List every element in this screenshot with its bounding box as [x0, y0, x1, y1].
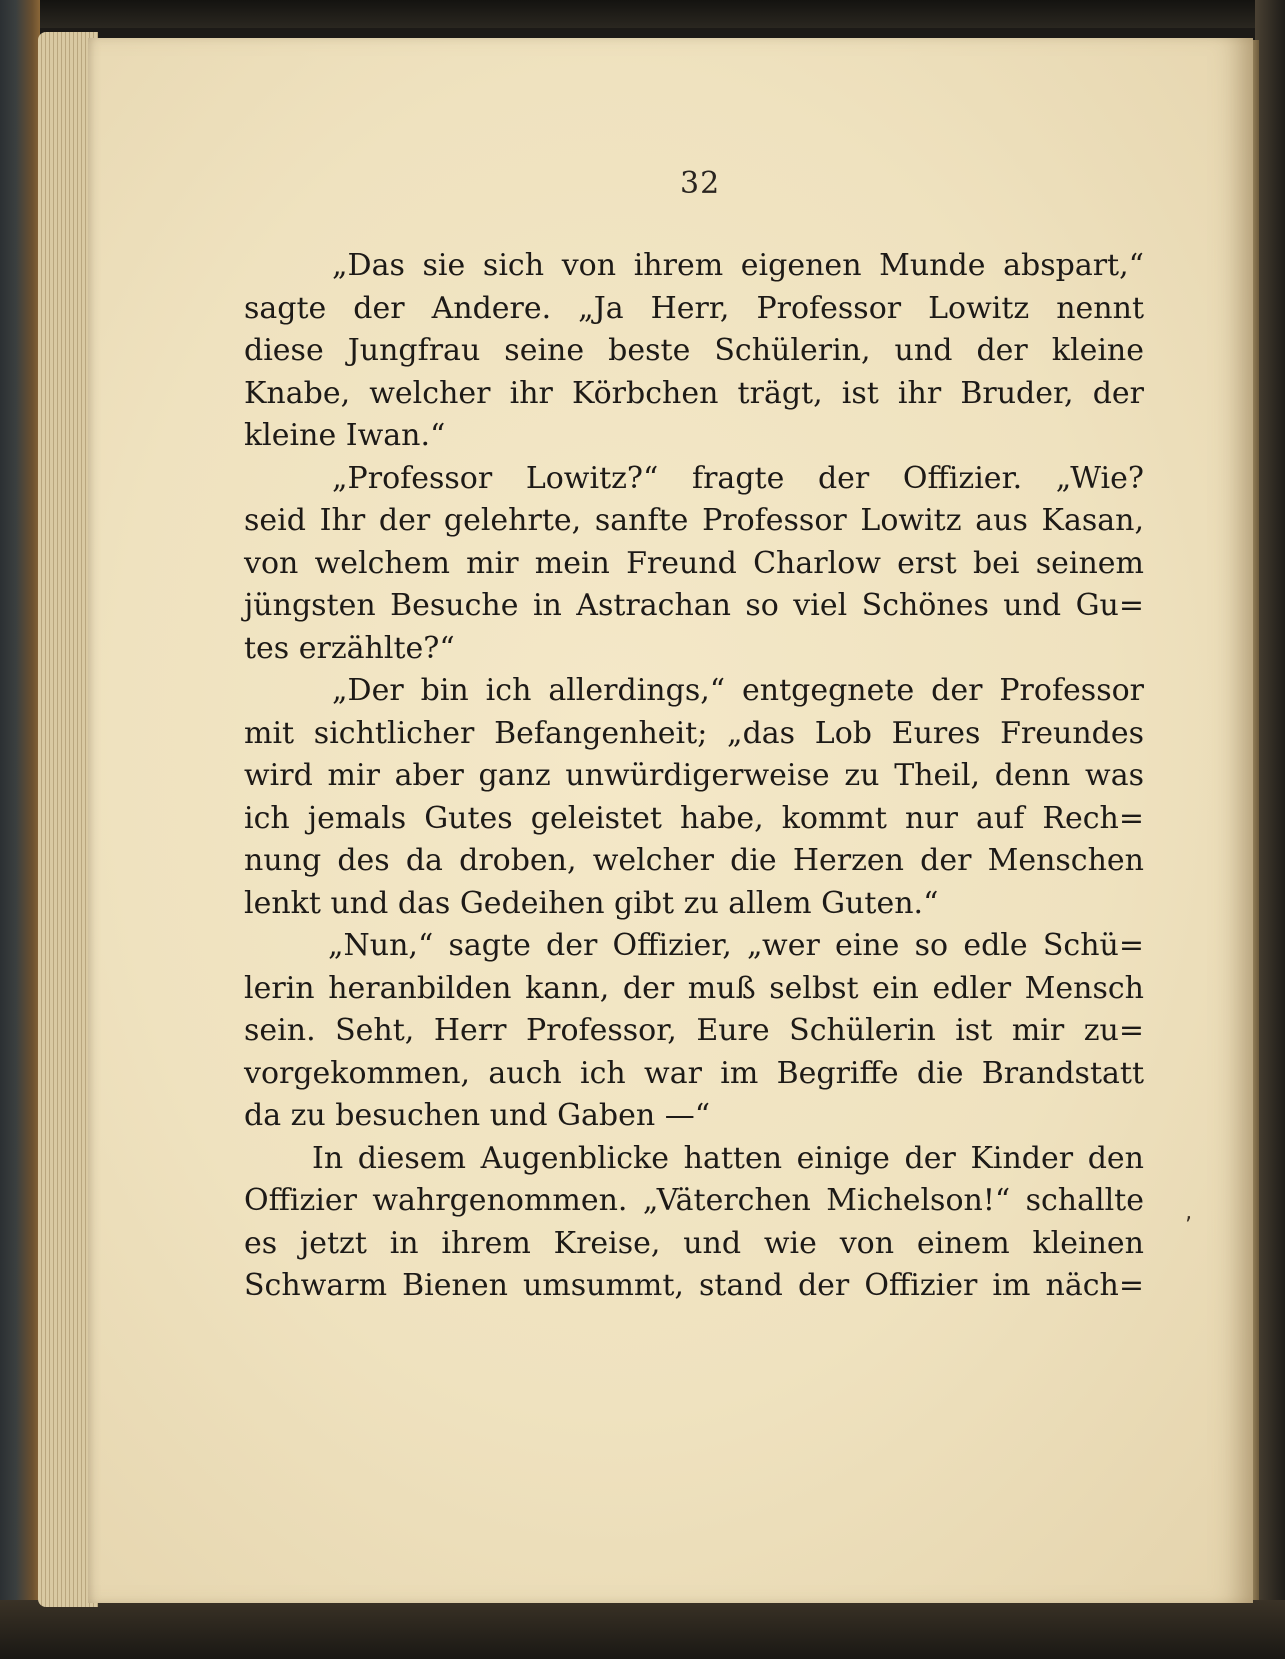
- body-text: [244, 245, 1144, 1308]
- text-line: sagte der Andere. „Ja Herr, Professor Lowitz nennt: [244, 290, 1144, 326]
- text-line: Offizier wahrgenommen. „Väterchen Michelson!“ schallte: [244, 1183, 1144, 1218]
- text-line: mit sichtlicher Befangenheit; „das Lob Eures Freundes: [244, 715, 1144, 751]
- text-line: „Nun,“ sagte der Offizier, „wer eine so edle Schü=: [328, 928, 1144, 963]
- margin-mark: ‚: [1185, 1200, 1192, 1225]
- paragraph: [244, 925, 1144, 1138]
- paragraph: [244, 670, 1144, 925]
- text-line: „Das sie sich von ihrem eigenen Munde abspart,“: [332, 248, 1144, 283]
- text-line: sein. Seht, Herr Professor, Eure Schülerin ist mir zu=: [244, 1013, 1144, 1048]
- text-line: Schwarm Bienen umsummt, stand der Offizier im näch=: [244, 1268, 1144, 1303]
- text-line: lerin heranbilden kann, der muß selbst ein edler Mensch: [244, 970, 1144, 1006]
- book-cover-right: [1255, 0, 1285, 1659]
- paragraph: [244, 1138, 1144, 1308]
- text-line: lenkt und das Gedeihen gibt zu allem Guten.“: [244, 885, 939, 921]
- book-cover-top: [0, 0, 1285, 28]
- text-line: von welchem mir mein Freund Charlow erst bei seinem: [244, 545, 1144, 581]
- book-spine-left: [0, 0, 40, 1659]
- page-number: 32: [680, 166, 721, 201]
- paragraph: [244, 245, 1144, 458]
- text-line: vorgekommen, auch ich war im Begriffe die Brandstatt: [244, 1055, 1144, 1091]
- text-line: „Professor Lowitz?“ fragte der Offizier. „Wie?: [332, 460, 1144, 496]
- text-line: seid Ihr der gelehrte, sanfte Professor Lowitz aus Kasan,: [244, 503, 1144, 538]
- text-line: jüngsten Besuche in Astrachan so viel Schönes und Gu=: [244, 588, 1144, 623]
- book-cover-bottom: [0, 1600, 1285, 1659]
- text-line: wird mir aber ganz unwürdigerweise zu Theil, denn was: [244, 758, 1144, 793]
- text-line: ich jemals Gutes geleistet habe, kommt nur auf Rech=: [244, 800, 1144, 836]
- text-line: nung des da droben, welcher die Herzen der Menschen: [244, 843, 1144, 878]
- text-line: Knabe, welcher ihr Körbchen trägt, ist ihr Bruder, der: [244, 375, 1144, 411]
- text-line: In diesem Augenblicke hatten einige der Kinder den: [312, 1140, 1144, 1176]
- text-line: diese Jungfrau seine beste Schülerin, und der kleine: [244, 333, 1144, 368]
- text-line: es jetzt in ihrem Kreise, und wie von einem kleinen: [244, 1225, 1144, 1261]
- text-line: tes erzählte?“: [244, 630, 455, 666]
- text-line: da zu besuchen und Gaben —“: [244, 1098, 711, 1133]
- text-line: „Der bin ich allerdings,“ entgegnete der Professor: [332, 673, 1144, 708]
- text-line: kleine Iwan.“: [244, 418, 446, 453]
- paragraph: [244, 458, 1144, 671]
